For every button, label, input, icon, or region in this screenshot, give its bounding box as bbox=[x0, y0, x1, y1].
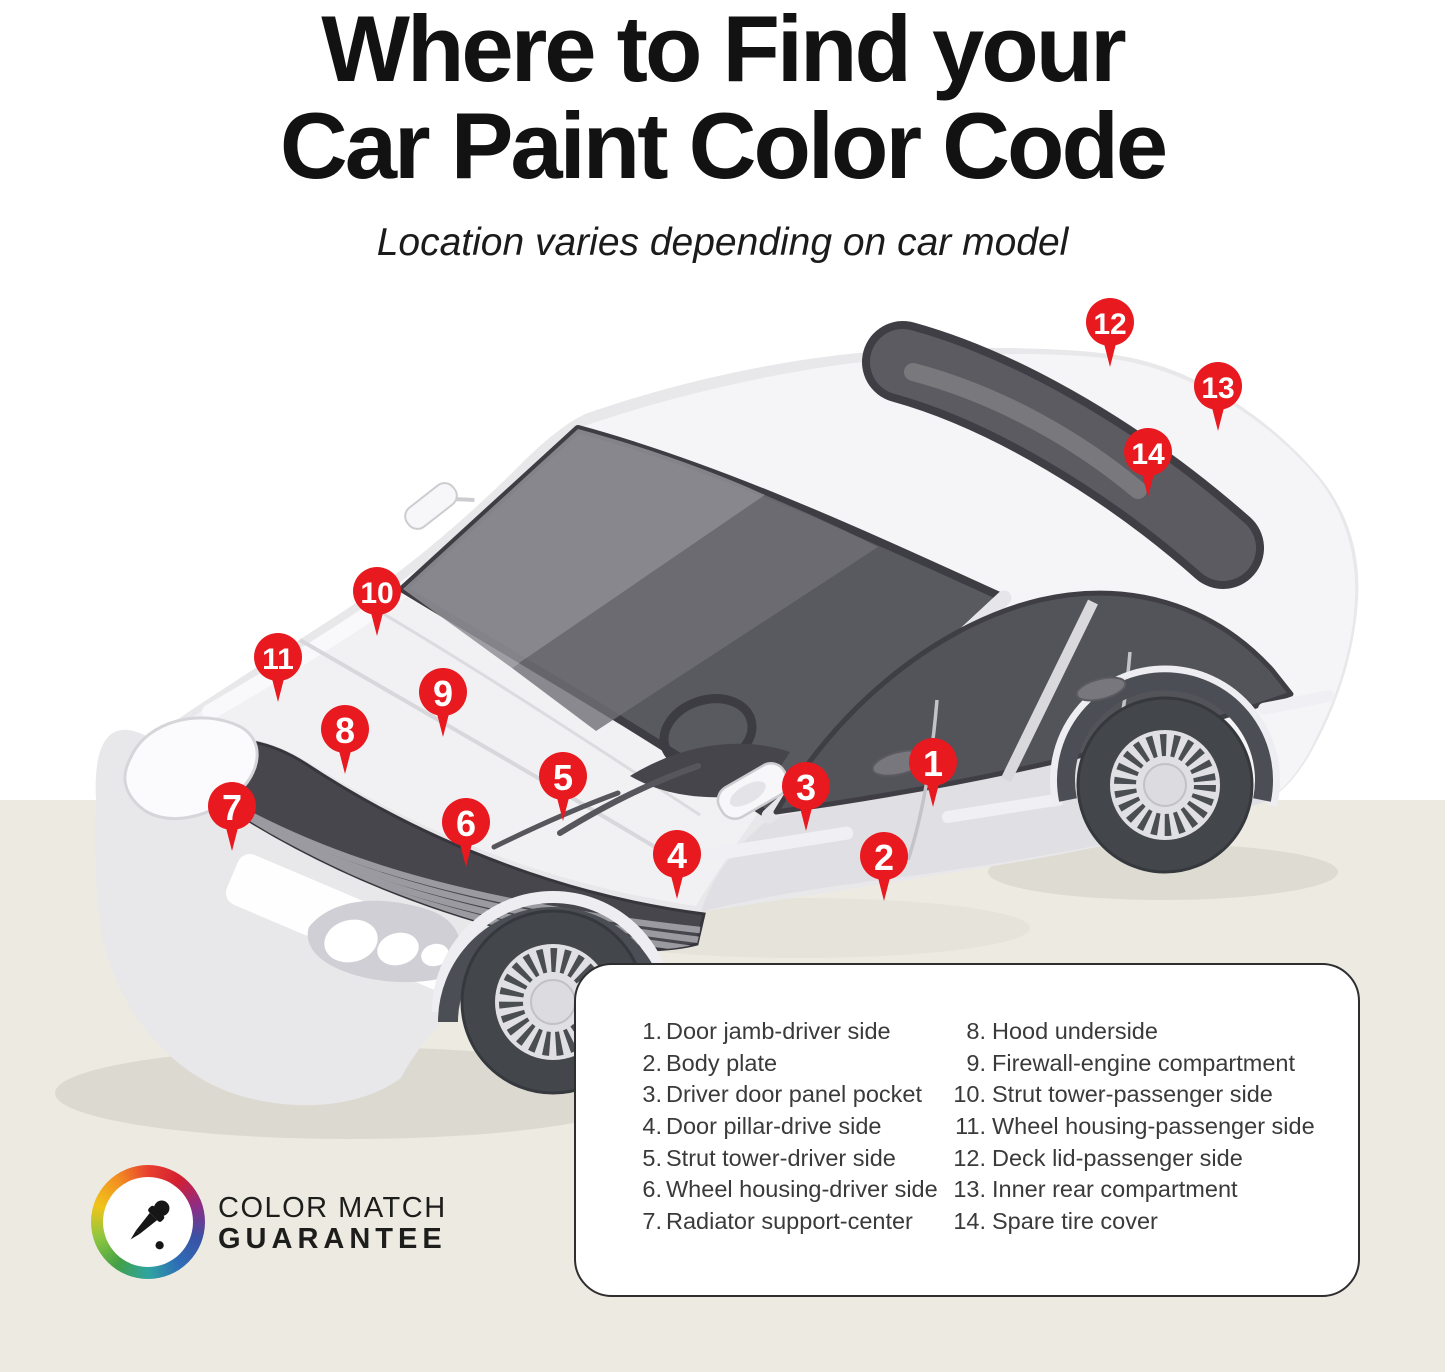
svg-text:13: 13 bbox=[1201, 371, 1235, 405]
svg-text:12: 12 bbox=[1093, 307, 1127, 341]
legend-item-number: 2. bbox=[642, 1049, 662, 1076]
color-wheel-ring bbox=[91, 1165, 205, 1279]
svg-text:6: 6 bbox=[455, 802, 477, 844]
title-line-1: Where to Find your bbox=[321, 0, 1124, 101]
svg-text:9: 9 bbox=[432, 672, 454, 714]
legend-item bbox=[928, 1111, 1315, 1143]
legend-item-label: Deck lid-passenger side bbox=[992, 1144, 1243, 1171]
svg-text:11: 11 bbox=[262, 642, 294, 676]
legend-item bbox=[626, 1016, 938, 1048]
legend-item-number: 1. bbox=[642, 1018, 662, 1045]
legend-item-number: 11. bbox=[955, 1113, 986, 1140]
svg-text:5: 5 bbox=[552, 756, 574, 798]
legend-item bbox=[626, 1079, 938, 1111]
legend-column-1 bbox=[626, 1016, 938, 1237]
legend-item-label: Door pillar-drive side bbox=[666, 1113, 882, 1140]
legend-item-label: Radiator support-center bbox=[666, 1207, 913, 1234]
page-title bbox=[0, 0, 1445, 198]
svg-text:4: 4 bbox=[666, 834, 688, 876]
svg-text:2: 2 bbox=[873, 836, 895, 878]
badge-line-2: GUARANTEE bbox=[218, 1223, 447, 1255]
legend-item bbox=[626, 1142, 938, 1174]
legend-item bbox=[626, 1174, 938, 1206]
legend-item-label: Strut tower-passenger side bbox=[992, 1081, 1273, 1108]
eyedropper-icon bbox=[117, 1191, 179, 1253]
svg-text:1: 1 bbox=[922, 742, 944, 784]
svg-text:3: 3 bbox=[795, 766, 817, 808]
legend-item-label: Driver door panel pocket bbox=[666, 1081, 923, 1108]
legend-item-number: 12. bbox=[953, 1144, 986, 1171]
legend-item-number: 10. bbox=[953, 1081, 986, 1108]
legend-item-number: 4. bbox=[642, 1113, 662, 1140]
legend-item-number: 3. bbox=[642, 1081, 662, 1108]
legend-item-label: Firewall-engine compartment bbox=[992, 1049, 1296, 1076]
legend-item bbox=[626, 1206, 938, 1238]
legend-item bbox=[928, 1079, 1315, 1111]
page-subtitle: Location varies depending on car model bbox=[376, 221, 1069, 264]
legend-item-label: Body plate bbox=[666, 1049, 778, 1076]
legend-item bbox=[928, 1206, 1315, 1238]
legend-item-number: 7. bbox=[642, 1207, 662, 1234]
legend-item-label: Strut tower-driver side bbox=[666, 1144, 896, 1171]
legend-item-number: 5. bbox=[642, 1144, 662, 1171]
legend-item-number: 14. bbox=[953, 1207, 986, 1234]
legend-item-number: 9. bbox=[966, 1049, 986, 1076]
legend-item-label: Spare tire cover bbox=[992, 1207, 1158, 1234]
legend-item-number: 8. bbox=[966, 1018, 986, 1045]
legend-item-label: Hood underside bbox=[992, 1018, 1158, 1045]
svg-text:8: 8 bbox=[334, 709, 356, 751]
legend-column-2 bbox=[928, 1016, 1315, 1237]
legend-item bbox=[928, 1142, 1315, 1174]
legend-item-label: Wheel housing-passenger side bbox=[992, 1113, 1315, 1140]
svg-text:10: 10 bbox=[360, 576, 394, 610]
legend-item bbox=[928, 1174, 1315, 1206]
legend-item-label: Inner rear compartment bbox=[992, 1176, 1238, 1203]
legend-item bbox=[626, 1048, 938, 1080]
legend-item-number: 6. bbox=[642, 1176, 662, 1203]
svg-text:14: 14 bbox=[1131, 437, 1165, 471]
legend-item-label: Wheel housing-driver side bbox=[666, 1176, 938, 1203]
badge-text bbox=[218, 1192, 447, 1255]
legend-item bbox=[626, 1111, 938, 1143]
title-line-2: Car Paint Color Code bbox=[279, 93, 1166, 198]
legend-item-label: Door jamb-driver side bbox=[666, 1018, 891, 1045]
legend-item bbox=[928, 1016, 1315, 1048]
legend-item bbox=[928, 1048, 1315, 1080]
legend-item-number: 13. bbox=[953, 1176, 986, 1203]
legend-box bbox=[574, 963, 1360, 1297]
badge-line-1: COLOR MATCH bbox=[218, 1192, 447, 1224]
svg-text:7: 7 bbox=[221, 786, 243, 828]
